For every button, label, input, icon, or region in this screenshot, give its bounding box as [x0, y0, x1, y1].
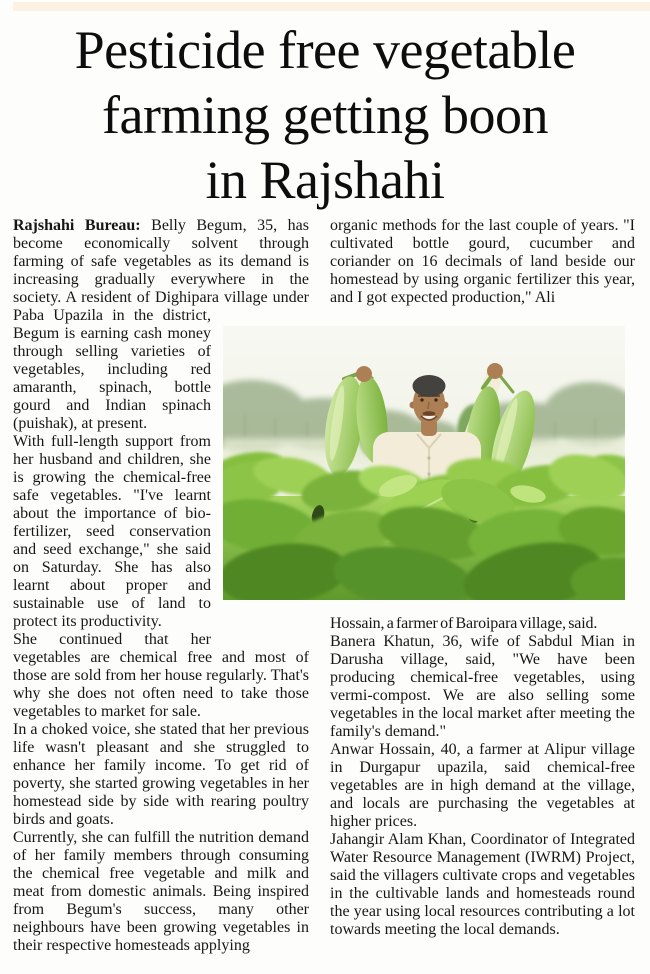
- paragraph: In a choked voice, she stated that her previous life wasn't pleasant and she struggled to enhance her family income. To get rid of poverty, she started growing vegetables in her homestead side by side with rearing poultry birds and goats.: [13, 721, 309, 828]
- photo-fist-right: [487, 363, 503, 379]
- paragraph-text: Belly Begum, 35, has become economically solvent through farming of safe vegetables as its demand is increasing gradually everywhere in the society. A resident of Dighipara village under: [13, 217, 309, 306]
- masthead-edge: [13, 2, 650, 11]
- farmer-field-illustration: [223, 326, 625, 600]
- headline-line-3: in Rajshahi: [205, 150, 445, 210]
- headline-line-1: Pesticide free vegetable: [74, 20, 576, 80]
- headline: [0, 18, 650, 213]
- photo-fist-left: [356, 366, 372, 382]
- paragraph: Anwar Hossain, 40, a farmer at Alipur village in Durgapur upazila, said chemical-free vegetables are in high demand at the village, and locals are purchasing the vegetables at higher prices.: [330, 741, 635, 830]
- paragraph: Hossain, a farmer of Baroipara village, said.: [330, 615, 598, 632]
- article-photo: [223, 326, 625, 600]
- byline: Rajshahi Bureau:: [13, 217, 141, 234]
- paragraph: organic methods for the last couple of years. "I cultivated bottle gourd, cucumber and coriander on 16 decimals of land beside our homestead by using organic fertilizer this year, and I got expected production," Ali: [330, 217, 635, 306]
- paragraph: Banera Khatun, 36, wife of Sabdul Mian in Darusha village, said, "We have been producing chemical-free vegetables, using vermi-compost. We are also selling some vegetables in the local market after meeting the family's demand.": [330, 633, 635, 740]
- paragraph-text: Paba Upazila in the district, Begum is earning cash money through selling varieties of vegetables, including red amaranth, spinach, bottle gourd and Indian spinach (puishak), at present.: [13, 307, 211, 432]
- headline-line-2: farming getting boon: [102, 85, 548, 145]
- paragraph: Jahangir Alam Khan, Coordinator of Integrated Water Resource Management (IWRM) Project, said the villagers cultivate crops and vegetables in the cultivable lands and homesteads round the year using local resources contributing a lot towards meeting the local demands.: [330, 831, 635, 938]
- paragraph: She continued that her vegetables are chemical free and most of those are sold from her house regularly. That's why she does not often need to take those vegetables to market for sale.: [13, 631, 309, 720]
- paragraph: With full-length support from her husband and children, she is growing the chemical-free safe vegetables. "I've learnt about the importance of bio-fertilizer, seed conservation and seed exchange," she said on Saturday. She has also learnt about proper and sustainable use of land to protect its productivity.: [13, 433, 211, 630]
- paragraph: Currently, she can fulfill the nutrition demand of her family members through consuming the chemical free vegetable and milk and meat from domestic animals. Being inspired from Begum's success, many other neighbours have been growing vegetables in their respective homesteads applying: [13, 829, 309, 954]
